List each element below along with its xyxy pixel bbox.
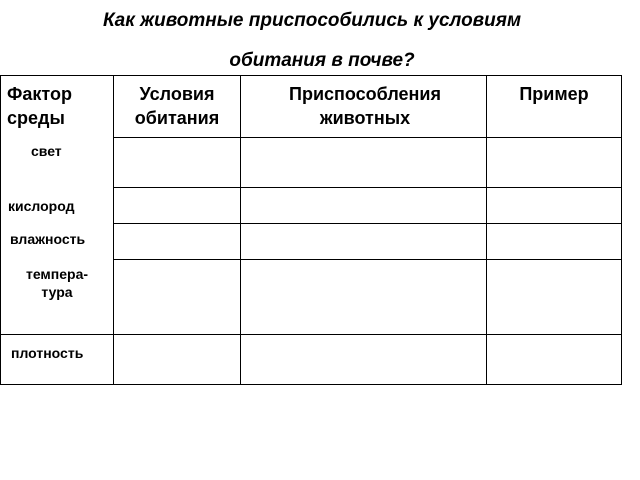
row-label-temperature: [3, 265, 111, 301]
row-divider: [113, 259, 621, 260]
row-label-humidity: влажность: [10, 231, 86, 247]
header-adaptations-line1: Приспособления: [289, 84, 441, 104]
header-conditions: [119, 82, 235, 130]
column-divider: [240, 76, 241, 384]
row-divider: [1, 334, 621, 335]
header-adaptations-line2: животных: [319, 108, 411, 128]
header-factor: [7, 82, 72, 130]
header-example-line1: Пример: [519, 84, 589, 104]
row-label-temperature-line1: темпера-: [25, 266, 89, 282]
row-divider: [113, 223, 621, 224]
header-conditions-line1: Условия: [139, 84, 215, 104]
page-title-line-2: обитания в почве?: [229, 50, 415, 71]
row-divider: [113, 187, 621, 188]
page-title-line-1: Как животные приспособились к условиям: [102, 10, 522, 31]
column-divider: [113, 76, 114, 384]
header-factor-line1: Фактор: [7, 84, 72, 104]
header-example: [492, 82, 616, 106]
row-label-oxygen: кислород: [8, 198, 75, 214]
row-label-light: свет: [31, 143, 62, 159]
row-label-density: плотность: [11, 345, 84, 361]
row-label-temperature-line2: тура: [41, 284, 73, 300]
adaptation-table: [0, 75, 622, 385]
column-divider: [486, 76, 487, 384]
row-divider: [113, 137, 621, 138]
header-factor-line2: среды: [7, 108, 65, 128]
header-adaptations: [246, 82, 484, 130]
header-conditions-line2: обитания: [134, 108, 220, 128]
